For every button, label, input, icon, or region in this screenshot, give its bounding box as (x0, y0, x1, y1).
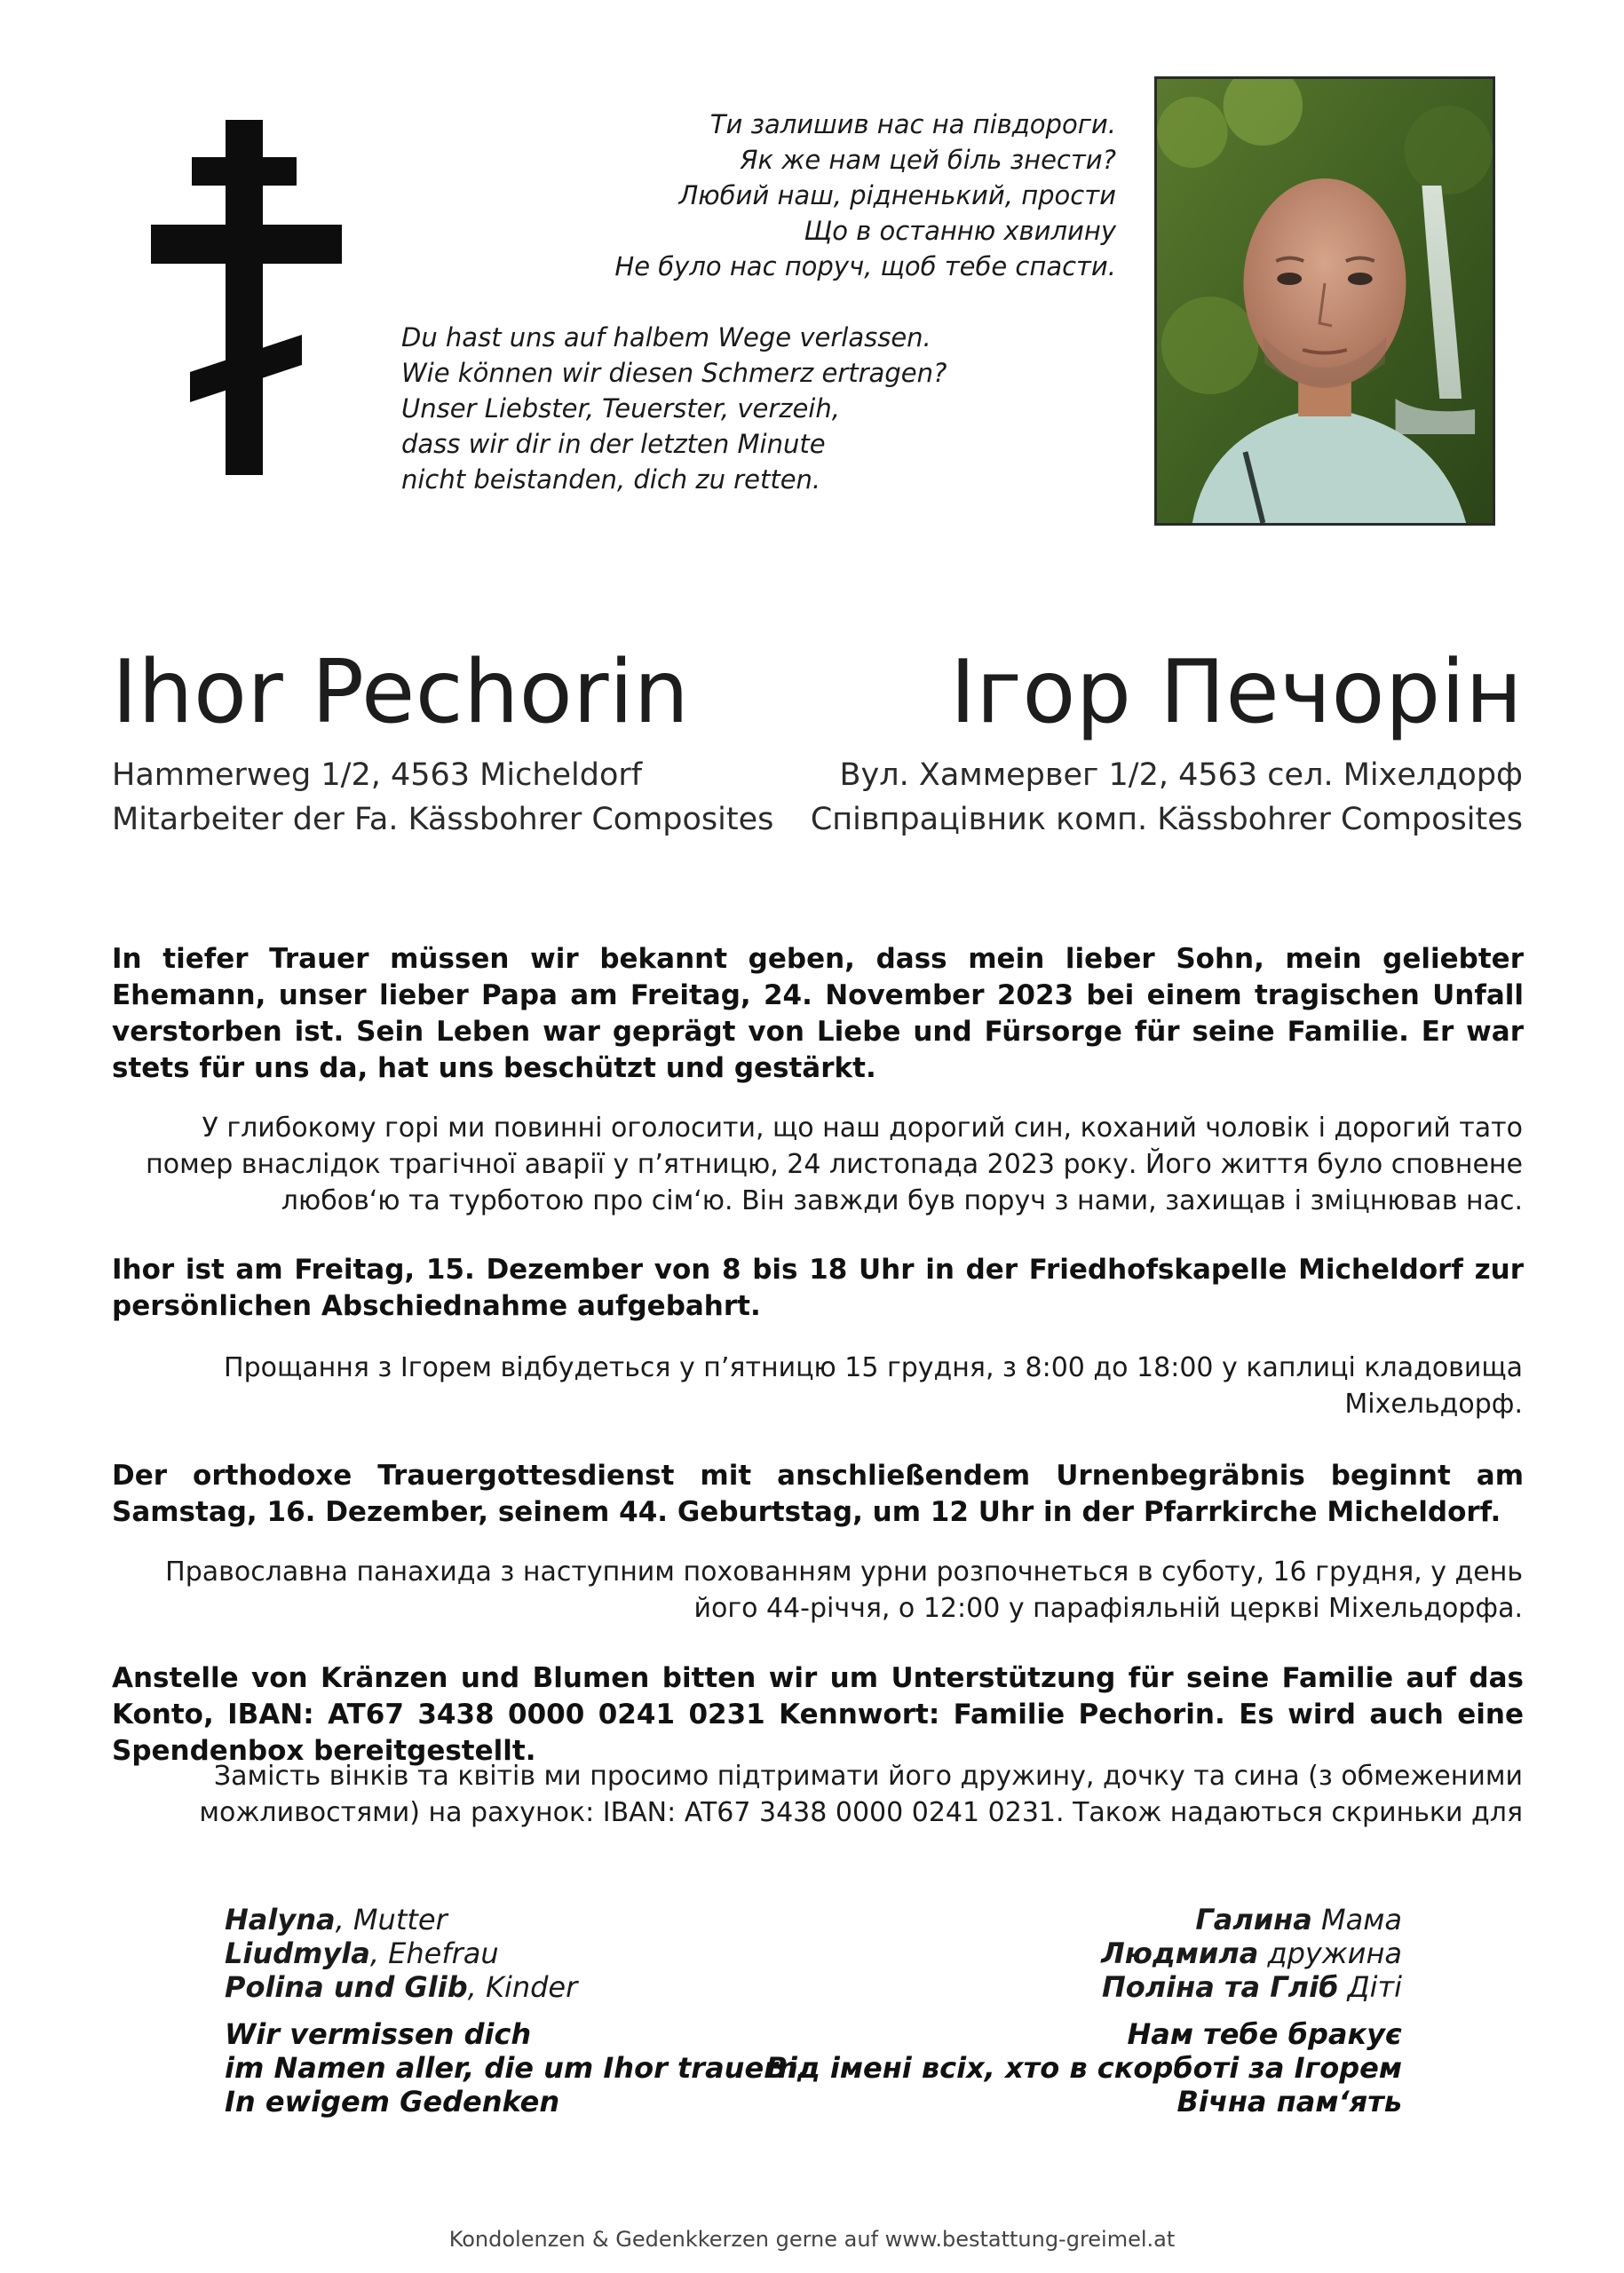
family-member: Polina und Glib, Kinder (225, 1970, 578, 2004)
poem-line: Не було нас поруч, щоб тебе спасти. (614, 251, 1116, 281)
poem-line: nicht beistanden, dich zu retten. (401, 464, 821, 495)
family-member: Поліна та Гліб Діті (1101, 1970, 1402, 2004)
paragraph-line: Прощання з Ігорем відбудеться у п’ятницю 15 грудня, з 8:00 до 18:00 у каплиці кладовища (224, 1352, 1523, 1383)
service-paragraph-german: Der orthodoxe Trauergottesdienst mit anschließendem Urnenbegräbnis beginnt am Samstag, 16. Dezember, seinem 44. Geburtstag, um 12 Uhr in der Pfarrkirche Micheldorf. (112, 1460, 1524, 1528)
paragraph-line: помер внаслідок трагічної аварії у п’ятницю, 24 листопада 2023 року. Його життя було сповнене (146, 1149, 1523, 1180)
address-line: Hammerweg 1/2, 4563 Micheldorf (112, 757, 643, 793)
donation-paragraph-ukrainian (102, 1758, 1523, 1831)
poem-line: Wie können wir diesen Schmerz ertragen? (401, 358, 947, 388)
viewing-paragraph-german: Ihor ist am Freitag, 15. Dezember von 8 bis 18 Uhr in der Friedhofskapelle Micheldorf zur persönlichen Abschiednahme aufgebahrt. (112, 1254, 1524, 1322)
poem-german (401, 320, 1023, 497)
closing-line: Вічна пам‘ять (1176, 2085, 1402, 2119)
paragraph-line: можливостями) на рахунок: IBAN: AT67 3438 0000 0241 0231. Також надаються скриньки для (199, 1797, 1523, 1828)
poem-ukrainian (512, 107, 1116, 284)
closing-line: im Namen aller, die um Ihor trauern. (225, 2051, 809, 2085)
deceased-name-ukrainian: Ігор Печорін (949, 642, 1523, 743)
viewing-paragraph-ukrainian (102, 1350, 1523, 1422)
closing-line: Від імені всіх, хто в скорботі за Ігорем (765, 2051, 1402, 2085)
family-member: Галина Мама (1195, 1903, 1402, 1936)
address-line: Вул. Хаммервег 1/2, 4563 сел. Міхелдорф (839, 757, 1523, 793)
family-list-ukrainian (1101, 1903, 1402, 2004)
family-member: Liudmyla, Ehefrau (225, 1936, 499, 1970)
employer-line: Mitarbeiter der Fa. Kässbohrer Composites (112, 802, 774, 837)
paragraph-line: Замість вінків та квітів ми просимо підтримати його дружину, дочку та сина (з обмеженими (213, 1761, 1523, 1792)
poem-line: Du hast uns auf halbem Wege verlassen. (401, 322, 931, 352)
deceased-name-german: Ihor Pechorin (112, 642, 690, 743)
closing-lines-ukrainian (766, 2017, 1402, 2119)
address-block-german (112, 753, 773, 842)
family-member: Людмила дружина (1101, 1936, 1402, 1970)
paragraph-line: його 44-річчя, о 12:00 у парафіяльній церкві Міхельдорфа. (693, 1593, 1523, 1624)
address-block-ukrainian (811, 753, 1523, 842)
donation-paragraph-german: Anstelle von Kränzen und Blumen bitten wir um Unterstützung für seine Familie auf das Konto, IBAN: AT67 3438 0000 0241 0231 Kennwort: Familie Pechorin. Es wird auch eine Spendenbox bereitgestellt. (112, 1662, 1524, 1767)
paragraph-line: Православна панахида з наступним похованням урни розпочнеться в суботу, 16 грудня, у день (165, 1556, 1523, 1588)
closing-lines-german (225, 2017, 809, 2119)
poem-line: Любий наш, рідненький, прости (678, 180, 1116, 210)
closing-line: Нам тебе бракує (1127, 2017, 1402, 2051)
paragraph-line: Міхельдорф. (1344, 1389, 1523, 1420)
family-list-german (225, 1903, 577, 2004)
employer-line: Співпрацівник комп. Kässbohrer Composites (810, 802, 1523, 837)
closing-line: Wir vermissen dich (225, 2017, 532, 2051)
announcement-paragraph-ukrainian (102, 1110, 1523, 1219)
paragraph-line: У глибокому горі ми повинні оголосити, що наш дорогий син, коханий чоловік і дорогий тато (202, 1113, 1523, 1144)
poem-line: Unser Liebster, Teuerster, verzeih, (401, 393, 840, 424)
orthodox-cross-icon (151, 120, 342, 475)
portrait-photo (1154, 76, 1495, 526)
poem-line: Ти залишив нас на півдороги. (709, 109, 1116, 139)
service-paragraph-ukrainian (102, 1554, 1523, 1627)
footer-condolence-link[interactable]: Kondolenzen & Gedenkkerzen gerne auf www.bestattung-greimel.at (448, 2227, 1176, 2252)
closing-line: In ewigem Gedenken (225, 2085, 560, 2119)
poem-line: Що в останню хвилину (804, 216, 1116, 246)
paragraph-line: любов‘ю та турботою про сім‘ю. Він завжди був поруч з нами, захищав і зміцнював нас. (281, 1185, 1523, 1216)
announcement-paragraph-german: In tiefer Trauer müssen wir bekannt geben, dass mein lieber Sohn, mein geliebter Ehemann, unser lieber Papa am Freitag, 24. November 2023 bei einem tragischen Unfall verstorben ist. Sein Leben war geprägt von Liebe und Fürsorge für seine Familie. Er war stets für uns da, hat uns beschützt und gestärkt. (112, 943, 1524, 1084)
poem-line: dass wir dir in der letzten Minute (401, 429, 826, 459)
poem-line: Як же нам цей біль знести? (740, 145, 1116, 175)
family-member: Halyna, Mutter (225, 1903, 448, 1936)
